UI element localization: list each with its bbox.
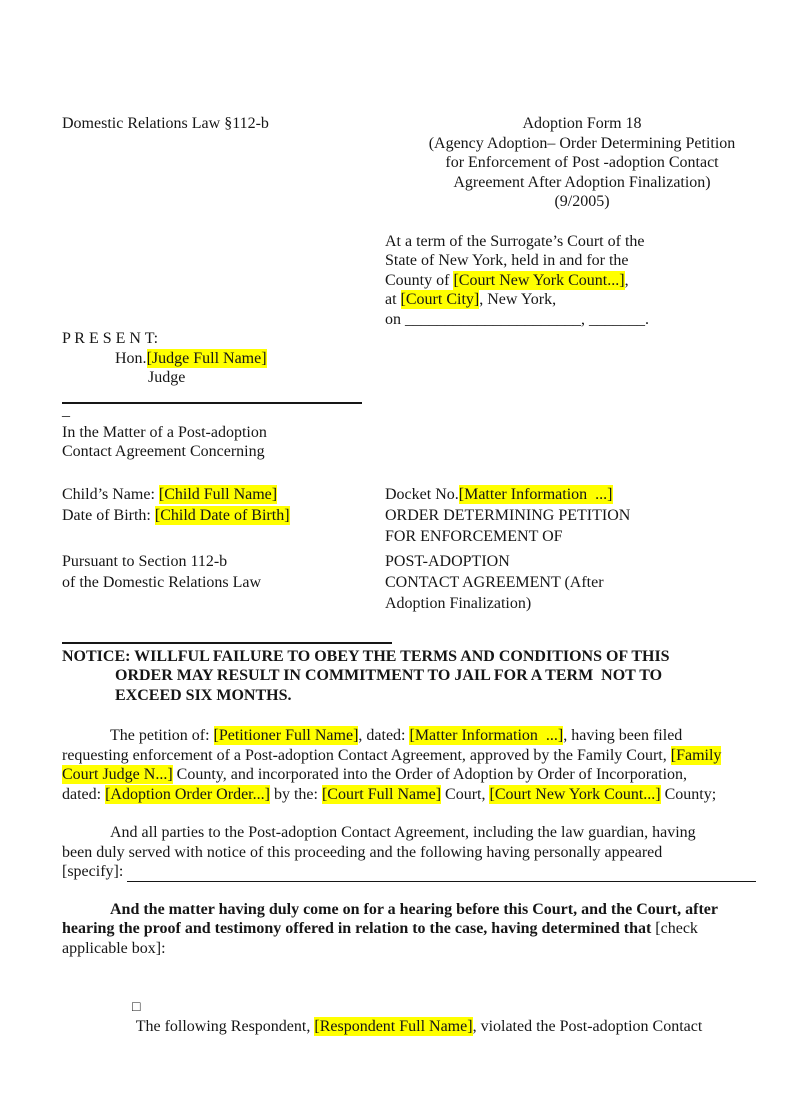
petition-line <box>62 746 756 766</box>
notice-rule <box>62 642 392 644</box>
field-petitioner-full-name[interactable]: [Petitioner Full Name] <box>213 727 359 744</box>
order-title-line: Adoption Finalization) <box>385 594 532 612</box>
text-run: Hon. <box>115 349 147 367</box>
text-run: been duly served with notice of this proceeding and the following having personally appeared <box>62 843 663 861</box>
document-content <box>62 114 756 1056</box>
order-title-line: FOR ENFORCEMENT OF <box>385 527 563 545</box>
hearing-line <box>62 919 756 939</box>
text-run: , having been filed <box>563 727 683 744</box>
caption-line: Contact Agreement Concerning <box>62 443 265 460</box>
hearing-paragraph <box>62 900 756 959</box>
petition-line <box>62 726 756 746</box>
field-adoption-order-date[interactable]: [Adoption Order Order...] <box>105 785 270 803</box>
notice-block <box>62 647 756 706</box>
respondent-violated-checkbox[interactable]: □ <box>132 999 141 1015</box>
text-run: at <box>385 291 401 308</box>
text-run: County, and incorporated into the Order of Adoption by Order of Incorporation, <box>172 766 688 783</box>
docket-order-column <box>385 484 756 547</box>
present-block <box>62 329 756 388</box>
text-run: [check <box>655 920 698 937</box>
field-judge-full-name[interactable]: [Judge Full Name] <box>146 349 267 367</box>
judge-name-line <box>62 349 756 369</box>
term-date-line <box>385 310 756 330</box>
parties-line <box>62 843 756 863</box>
hearing-line <box>62 939 756 959</box>
matter-row-pursuant <box>62 551 756 614</box>
text-run: by the: <box>269 785 322 803</box>
text-run: applicable box]: <box>62 939 166 957</box>
form-subtitle-line: (Agency Adoption– Order Determining Petition <box>428 134 736 152</box>
hearing-line <box>62 900 756 920</box>
pursuant-column <box>62 551 385 614</box>
text-run: The petition of: <box>110 727 214 744</box>
text-run: Child’s Name: <box>62 485 159 503</box>
text-run: County; <box>660 785 717 803</box>
header <box>62 114 756 212</box>
text-run: County of <box>385 271 454 289</box>
parties-paragraph <box>62 823 756 882</box>
child-info-column <box>62 484 385 547</box>
form-subtitle-line: Agreement After Adoption Finalization) <box>453 173 711 191</box>
text-run: [specify]: <box>62 863 128 880</box>
text-run: Court, <box>441 785 490 803</box>
field-docket-number[interactable]: [Matter Information ...] <box>458 485 613 503</box>
statute-reference: Domestic Relations Law §112-b <box>62 115 269 132</box>
field-court-city[interactable]: [Court City] <box>400 291 480 308</box>
term-line <box>385 232 756 252</box>
pursuant-line: Pursuant to Section 112-b <box>62 552 228 570</box>
form-title: Adoption Form 18 <box>522 115 642 132</box>
caption-block <box>62 423 756 462</box>
court-term-block <box>385 232 756 330</box>
field-order-court-county[interactable]: [Court New York Count...] <box>489 785 661 803</box>
notice-line: ORDER MAY RESULT IN COMMITMENT TO JAIL FOR A TERM NOT TO <box>115 667 663 684</box>
text-run: At a term of the Surrogate’s Court of the <box>385 232 645 250</box>
field-family-court-county-end[interactable]: Court Judge N...] <box>62 766 173 783</box>
field-child-date-of-birth[interactable]: [Child Date of Birth] <box>154 506 290 524</box>
text-run: State of New York, held in and for the <box>385 252 629 269</box>
present-label: P R E S E N T: <box>62 330 159 347</box>
form-header-block <box>408 114 756 212</box>
pursuant-line: of the Domestic Relations Law <box>62 573 262 591</box>
text-run: , New York, <box>479 291 557 308</box>
text-run: requesting enforcement of a Post-adoption Contact Agreement, approved by the Family Court, <box>62 746 671 764</box>
field-court-full-name[interactable]: [Court Full Name] <box>321 785 442 803</box>
respondent-violation-option <box>62 977 756 1056</box>
respondent-violation-text <box>132 1017 702 1036</box>
field-child-full-name[interactable]: [Child Full Name] <box>158 485 278 503</box>
term-line <box>385 271 756 291</box>
field-court-county[interactable]: [Court New York Count...] <box>453 271 625 289</box>
term-line <box>385 251 756 271</box>
caption-underscore: _ <box>62 401 70 419</box>
text-run: hearing the proof and testimony offered in relation to the case, having determined that <box>62 920 656 937</box>
text-run: , dated: <box>358 727 410 744</box>
order-title-line: ORDER DETERMINING PETITION <box>385 506 631 524</box>
petition-line <box>62 785 756 805</box>
matter-row-child-docket <box>62 484 756 547</box>
petition-line <box>62 765 756 785</box>
specify-line <box>62 862 756 882</box>
text-run: Date of Birth: <box>62 506 155 524</box>
order-title-line: CONTACT AGREEMENT (After <box>385 573 604 591</box>
text-run: , <box>624 271 629 289</box>
text-run: The following Respondent, <box>132 1018 315 1035</box>
child-name-line <box>62 484 385 505</box>
notice-line: EXCEED SIX MONTHS. <box>115 686 292 704</box>
order-title-line: POST-ADOPTION <box>385 552 510 570</box>
order-title-column <box>385 551 756 614</box>
field-respondent-full-name[interactable]: [Respondent Full Name] <box>314 1018 473 1035</box>
text-run: on ______________________, _______. <box>385 310 649 328</box>
form-version: (9/2005) <box>554 193 610 210</box>
specify-label <box>62 862 127 882</box>
field-family-court-county-start[interactable]: [Family <box>670 746 722 764</box>
docket-line <box>385 484 756 505</box>
child-dob-line <box>62 505 385 526</box>
specify-blank-field[interactable] <box>127 866 756 882</box>
parties-line <box>62 823 756 843</box>
text-run: dated: <box>62 785 106 803</box>
text-run: And the matter having duly come on for a hearing before this Court, and the Court, after <box>110 900 718 918</box>
field-petition-date[interactable]: [Matter Information ...] <box>409 727 564 744</box>
form-subtitle-line: for Enforcement of Post -adoption Contact <box>445 154 719 171</box>
text-run: Docket No. <box>385 485 459 503</box>
text-run: , violated the Post-adoption Contact <box>472 1018 703 1035</box>
text-run: And all parties to the Post-adoption Contact Agreement, including the law guardian, having <box>110 824 696 841</box>
notice-line: NOTICE: WILLFUL FAILURE TO OBEY THE TERMS AND CONDITIONS OF THIS <box>62 647 670 665</box>
caption-line: In the Matter of a Post-adoption <box>62 423 267 441</box>
judge-title: Judge <box>148 369 186 386</box>
term-line <box>385 290 756 310</box>
petition-paragraph <box>62 726 756 804</box>
